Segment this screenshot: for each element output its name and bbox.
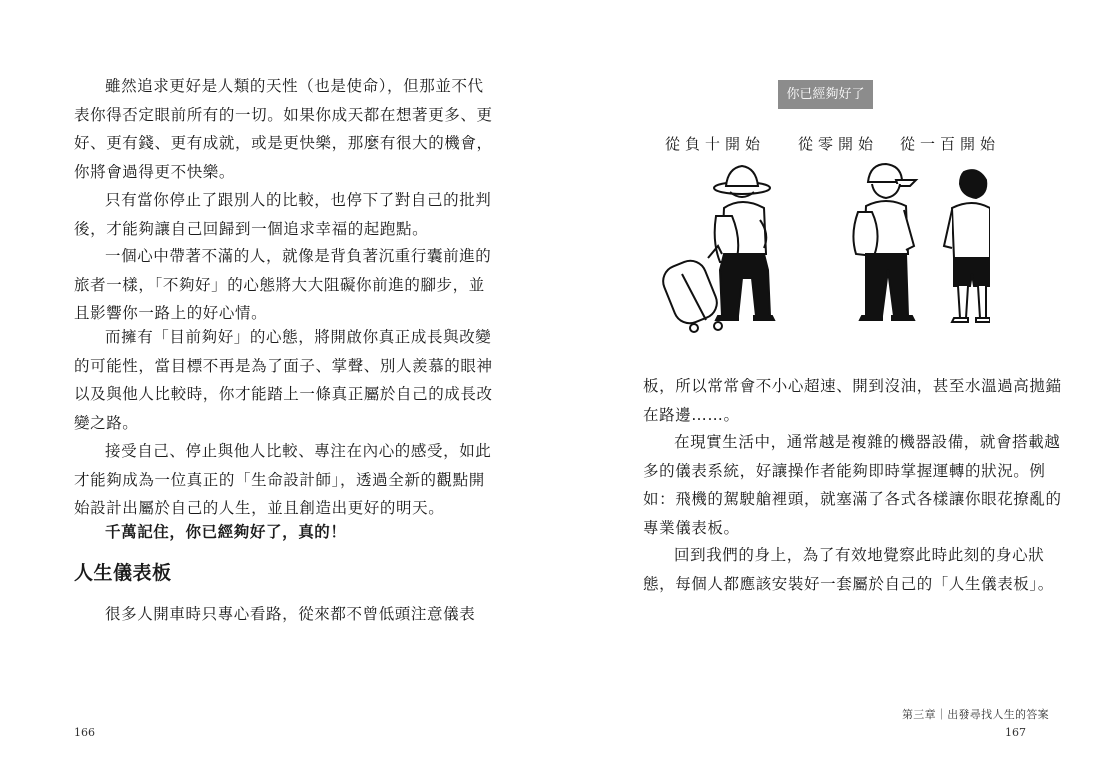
text-line: 旅者一樣，「不夠好」的心態將大大阻礙你前進的腳步，並 [74,275,485,294]
text-line: 態，每個人都應該安裝好一套屬於自己的「人生儀表板」。 [643,574,1054,593]
label-hundred: 從一百開始 [900,135,1001,153]
paragraph-6 [74,600,475,629]
text-line: 後，才能夠讓自己回歸到一個追求幸福的起跑點。 [74,219,429,238]
chapter-title: 第三章｜出發尋找人生的答案 [902,708,1049,721]
text-line: 在路邊……。 [643,405,740,424]
text-line: 雖然追求更好是人類的天性（也是使命），但那並不代 [105,77,484,95]
paragraph-1 [74,72,493,186]
text-line: 好、更有錢、更有成就，或是更快樂，那麼有很大的機會， [74,134,493,152]
text-line: 如：飛機的駕駛艙裡頭，就塞滿了各式各樣讓你眼花撩亂的 [643,490,1062,508]
text-line: 而擁有「目前夠好」的心態，將開啟你真正成長與改變 [105,328,492,346]
paragraph-3 [74,242,491,328]
label-minus-ten: 從負十開始 [665,135,766,153]
text-line: 才能夠成為一位真正的「生命設計師」，透過全新的觀點開 [74,470,485,489]
text-line: 多的儀表系統，好讓操作者能夠即時掌握運轉的狀況。例 [643,461,1046,480]
paragraph-2 [74,186,491,243]
text-line: 始設計出屬於自己的人生，並且創造出更好的明天。 [74,499,445,517]
traveler-with-suitcase-figure [660,166,774,332]
text-line: 回到我們的身上，為了有效地覺察此時此刻的身心狀 [674,546,1045,564]
label-zero: 從零開始 [798,135,879,153]
text-line: 變之路。 [74,413,139,432]
travelers-illustration [660,150,990,340]
paragraph-4 [74,323,493,437]
right-page [550,0,1100,781]
illustration-caption: 你已經夠好了 [778,80,873,109]
text-line: 且影響你一路上的好心情。 [74,304,268,322]
text-line: 只有當你停止了跟別人的比較，也停下了對自己的批判 [105,191,492,209]
paragraph-8 [643,541,1054,598]
text-line: 以及與他人比較時，你才能踏上一條真正屬於自己的成長改 [74,385,493,403]
text-line: 在現實生活中，通常越是複雜的機器設備，就會搭載越 [674,433,1061,451]
text-line: 你將會過得更不快樂。 [74,162,236,181]
paragraph-continued [643,372,1062,429]
text-line: 一個心中帶著不滿的人，就像是背負著沉重行囊前進的 [105,247,492,265]
text-line: 千萬記住，你已經夠好了，真的！ [105,523,347,541]
page-number-left: 166 [74,726,95,739]
section-heading: 人生儀表板 [74,562,172,584]
text-line: 表你得否定眼前所有的一切。如果你成天都在想著更多、更 [74,105,493,124]
text-line: 接受自己、停止與他人比較、專注在內心的感受，如此 [105,442,492,460]
text-line: 很多人開車時只專心看路，從來都不曾低頭注意儀表 [105,605,476,623]
paragraph-7 [643,428,1062,542]
text-line: 板，所以常常會不小心超速、開到沒油，甚至水溫過高拋錨 [643,377,1062,395]
traveler-with-cap-figure [853,164,916,320]
emphasis-paragraph [74,518,347,547]
traveler-in-shorts-figure [944,170,990,322]
text-line: 的可能性，當目標不再是為了面子、掌聲、別人羨慕的眼神 [74,356,493,375]
page-number-right: 167 [1005,726,1026,739]
paragraph-5 [74,437,491,523]
text-line: 專業儀表板。 [643,518,740,537]
